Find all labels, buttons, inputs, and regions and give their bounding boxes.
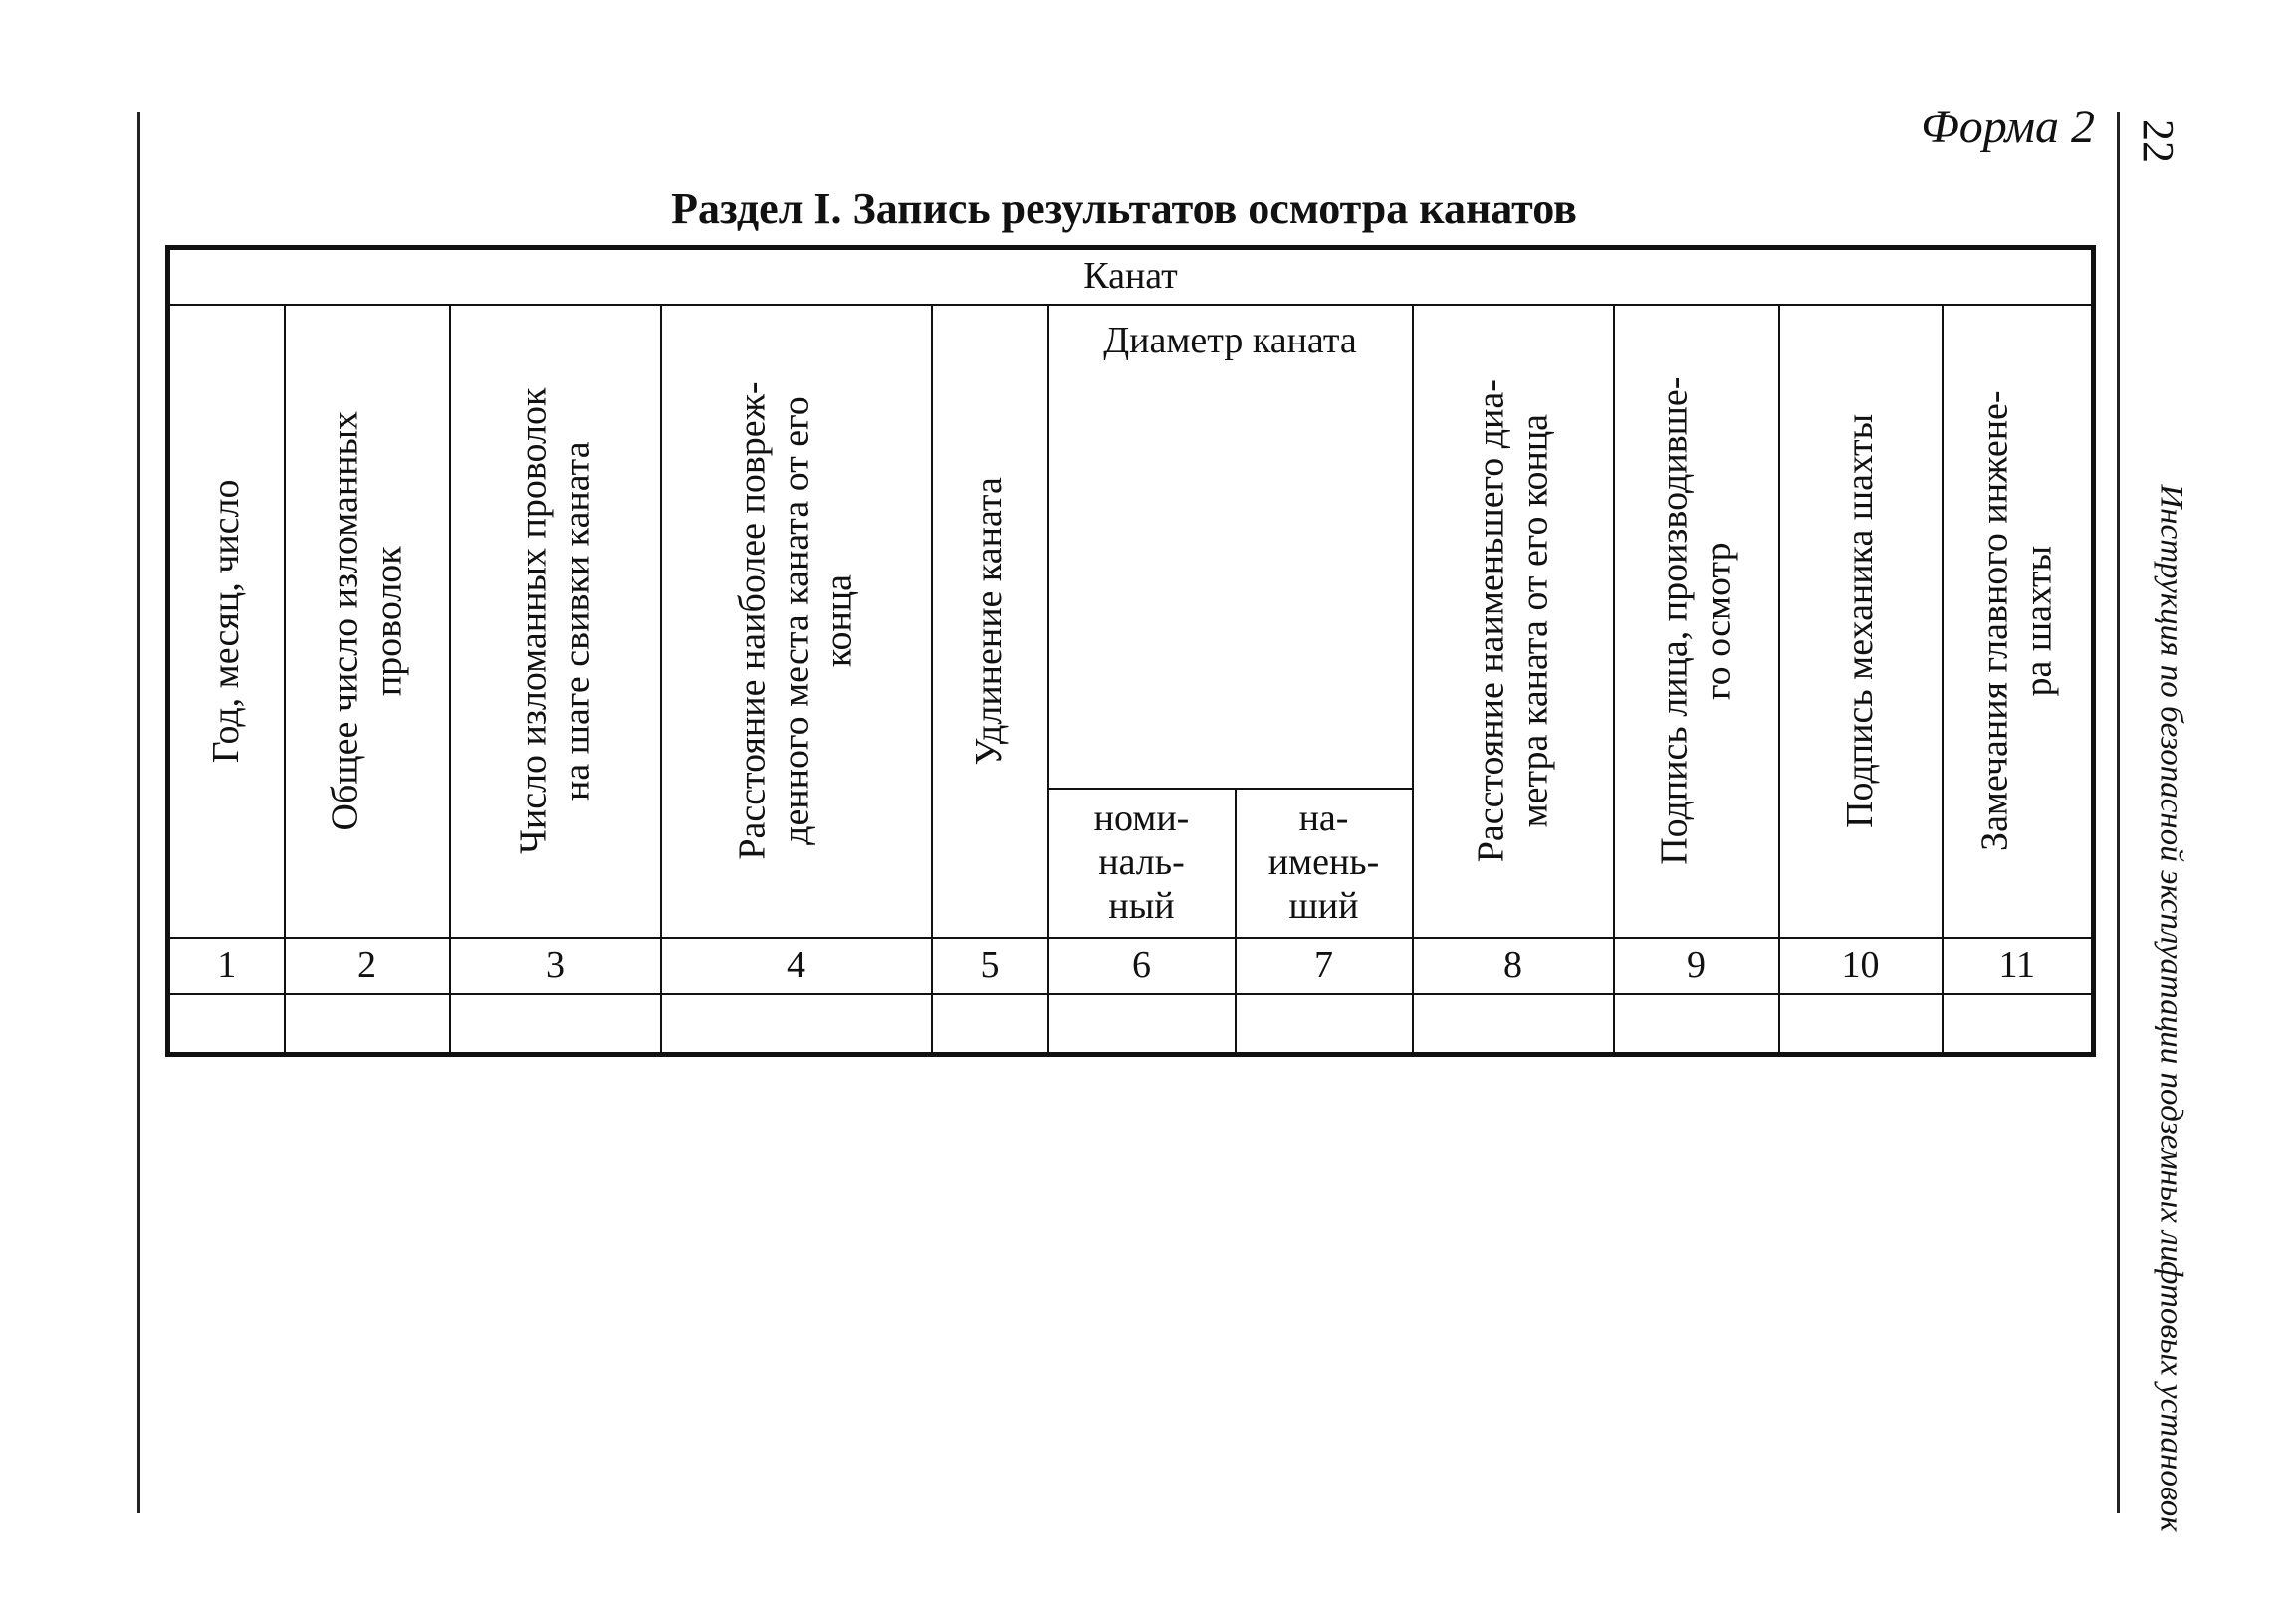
column-header-date: Год, месяц, число (168, 305, 285, 938)
blank-cell (661, 994, 932, 1055)
blank-cell (285, 994, 450, 1055)
blank-cell (932, 994, 1048, 1055)
blank-cell (1943, 994, 2094, 1055)
left-margin-line (137, 112, 140, 1513)
blank-cell (1413, 994, 1614, 1055)
column-number: 3 (450, 938, 661, 994)
inspection-table (165, 245, 2096, 1057)
page-number: 22 (2134, 119, 2183, 163)
blank-cell (450, 994, 661, 1055)
column-number: 11 (1943, 938, 2094, 994)
column-number: 10 (1779, 938, 1943, 994)
column-header-engineer-remarks: Замечания главного инжене- ра шахты (1943, 305, 2094, 938)
column-header-inspector-signature: Подпись лица, производивше- го осмотр (1614, 305, 1779, 938)
column-numbers-row (168, 938, 2094, 994)
column-number: 9 (1614, 938, 1779, 994)
column-header-mechanic-signature: Подпись механика шахты (1779, 305, 1943, 938)
column-header-diameter-minimal: на- имень- ший (1236, 789, 1413, 938)
side-running-title (2141, 484, 2200, 1532)
column-number: 5 (932, 938, 1048, 994)
side-running-title-text: Инструкция по безопасной эксплуатации подземных лифтовых установок (2153, 484, 2189, 1532)
section-title: Раздел I. Запись результатов осмотра канатов (671, 184, 1577, 233)
column-header-broken-wires-total: Общее число изломанных проволок (285, 305, 450, 938)
column-header-diameter: Диаметр каната (1048, 305, 1413, 789)
column-header-elongation: Удлинение каната (932, 305, 1048, 938)
column-header-damage-distance: Расстояние наиболее повреж- денного места каната от его конца (661, 305, 932, 938)
column-number: 6 (1048, 938, 1236, 994)
blank-cell (1614, 994, 1779, 1055)
column-number: 1 (168, 938, 285, 994)
form-label: Форма 2 (1921, 101, 2095, 153)
column-number: 7 (1236, 938, 1413, 994)
column-header-min-diameter-distance: Расстояние наименьшего диа- метра каната от его конца (1413, 305, 1614, 938)
blank-cell (1779, 994, 1943, 1055)
blank-entry-row (168, 994, 2094, 1055)
column-header-diameter-nominal: номи- наль- ный (1048, 789, 1236, 938)
right-margin-line (2117, 112, 2120, 1513)
column-header-broken-wires-per-lay: Число изломанных проволок на шаге свивки каната (450, 305, 661, 938)
column-number: 8 (1413, 938, 1614, 994)
blank-cell (1236, 994, 1413, 1055)
blank-cell (1048, 994, 1236, 1055)
blank-cell (168, 994, 285, 1055)
column-number: 4 (661, 938, 932, 994)
rope-header: Канат (168, 248, 2094, 306)
column-number: 2 (285, 938, 450, 994)
